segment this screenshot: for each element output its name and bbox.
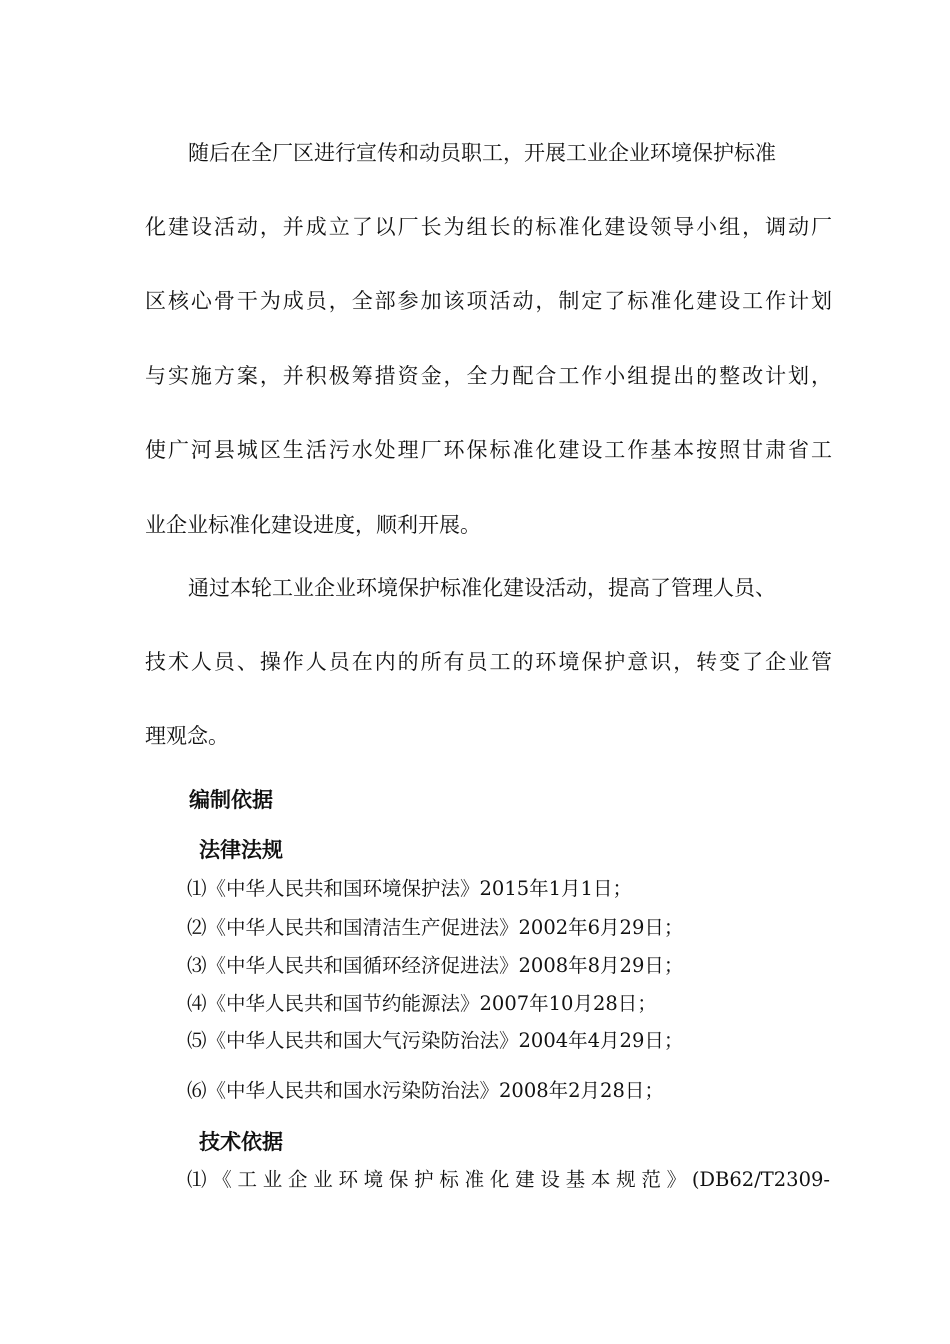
paragraph-2-line-1: 通过本轮工业企业环境保护标准化建设活动，提高了管理人员、: [188, 576, 776, 600]
law-item-4: ⑷《中华人民共和国节约能源法》2007年10月28日；: [187, 992, 657, 1015]
paragraph-1-line-6: 业企业标准化建设进度，顺利开展。: [145, 513, 481, 537]
paragraph-2-line-3: 理观念。: [145, 724, 229, 748]
paragraph-1-line-1: 随后在全厂区进行宣传和动员职工，开展工业企业环境保护标准: [188, 141, 776, 165]
law-item-6: ⑹《中华人民共和国水污染防治法》2008年2月28日；: [187, 1079, 664, 1102]
law-item-3: ⑶《中华人民共和国循环经济促进法》2008年8月29日；: [187, 954, 684, 977]
paragraph-1-line-4: 与实施方案，并积极筹措资金，全力配合工作小组提出的整改计划，: [145, 364, 832, 388]
paragraph-1-line-3: 区核心骨干为成员，全部参加该项活动，制定了标准化建设工作计划: [145, 289, 832, 313]
paragraph-2-line-2: 技术人员、操作人员在内的所有员工的环境保护意识，转变了企业管: [145, 650, 832, 674]
technical-item-1: ⑴《工业企业环境保护标准化建设基本规范》(DB62/T2309-: [187, 1168, 830, 1191]
paragraph-1-line-2: 化建设活动，并成立了以厂长为组长的标准化建设领导小组，调动厂: [145, 215, 832, 239]
technical-subtitle: 技术依据: [199, 1130, 283, 1154]
law-item-2: ⑵《中华人民共和国清洁生产促进法》2002年6月29日；: [187, 916, 684, 939]
laws-subtitle: 法律法规: [199, 838, 283, 862]
paragraph-1-line-5: 使广河县城区生活污水处理厂环保标准化建设工作基本按照甘肃省工: [145, 438, 832, 462]
law-item-5: ⑸《中华人民共和国大气污染防治法》2004年4月29日；: [187, 1029, 684, 1052]
law-item-1: ⑴《中华人民共和国环境保护法》2015年1月1日；: [187, 877, 632, 900]
section-title: 编制依据: [189, 788, 273, 812]
